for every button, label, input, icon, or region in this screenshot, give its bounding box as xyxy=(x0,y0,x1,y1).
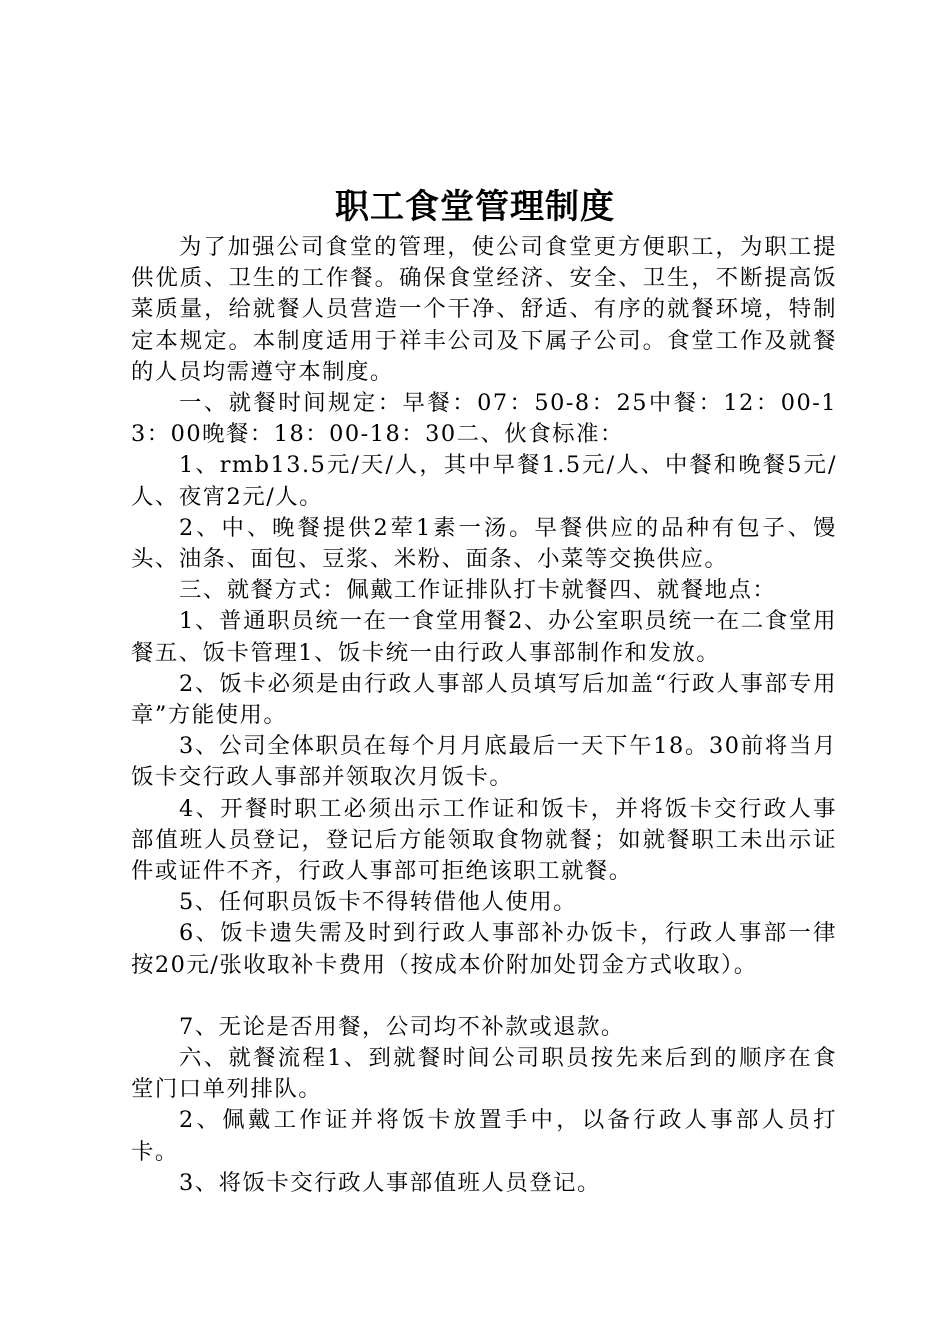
document-body xyxy=(131,232,837,1199)
paragraph-meal-standard-2: 2、中、晚餐提供2荤1素一汤。早餐供应的品种有包子、馒头、油条、面包、豆浆、米粉、面条、小菜等交换供应。 xyxy=(131,514,837,573)
paragraph-meal-times: 一、就餐时间规定：早餐：07：50-8：25中餐：12：00-13：00晚餐：18：00-18：30二、伙食标准： xyxy=(131,390,837,448)
paragraph-card-rule-7: 7、无论是否用餐，公司均不补款或退款。 xyxy=(179,1013,625,1040)
paragraph-card-rule-5: 5、任何职员饭卡不得转借他人使用。 xyxy=(179,889,577,916)
paragraph-card-rule-3: 3、公司全体职员在每个月月底最后一天下午18。30前将当月饭卡交行政人事部并领取次月饭卡。 xyxy=(131,733,837,791)
paragraph-card-rule-4: 4、开餐时职工必须出示工作证和饭卡，并将饭卡交行政人事部值班人员登记，登记后方能领取食物就餐；如就餐职工未出示证件或证件不齐，行政人事部可拒绝该职工就餐。 xyxy=(131,795,837,885)
paragraph-dining-location: 1、普通职员统一在一食堂用餐2、办公室职员统一在二食堂用餐五、饭卡管理1、饭卡统一由行政人事部制作和发放。 xyxy=(131,608,837,666)
paragraph-dining-process-1: 六、就餐流程1、到就餐时间公司职员按先来后到的顺序在食堂门口单列排队。 xyxy=(131,1045,837,1103)
paragraph-meal-standard-1: 1、rmb13.5元/天/人，其中早餐1.5元/人、中餐和晚餐5元/人、夜宵2元/人。 xyxy=(131,452,837,510)
paragraph-card-rule-2: 2、饭卡必须是由行政人事部人员填写后加盖“行政人事部专用章”方能使用。 xyxy=(131,670,837,729)
paragraph-dining-process-2: 2、佩戴工作证并将饭卡放置手中，以备行政人事部人员打卡。 xyxy=(131,1107,837,1165)
paragraph-intro: 为了加强公司食堂的管理，使公司食堂更方便职工，为职工提供优质、卫生的工作餐。确保食堂经济、安全、卫生，不断提高饭菜质量，给就餐人员营造一个干净、舒适、有序的就餐环境，特制定本规定。本制度适用于祥丰公司及下属子公司。食堂工作及就餐的人员均需遵守本制度。 xyxy=(131,234,837,385)
paragraph-dining-process-3: 3、将饭卡交行政人事部值班人员登记。 xyxy=(179,1169,601,1196)
document-title: 职工食堂管理制度 xyxy=(335,187,615,227)
paragraph-card-rule-6: 6、饭卡遗失需及时到行政人事部补办饭卡，行政人事部一律按20元/张收取补卡费用（按成本价附加处罚金方式收取）。 xyxy=(131,920,837,978)
paragraph-dining-method: 三、就餐方式：佩戴工作证排队打卡就餐四、就餐地点： xyxy=(179,577,777,604)
